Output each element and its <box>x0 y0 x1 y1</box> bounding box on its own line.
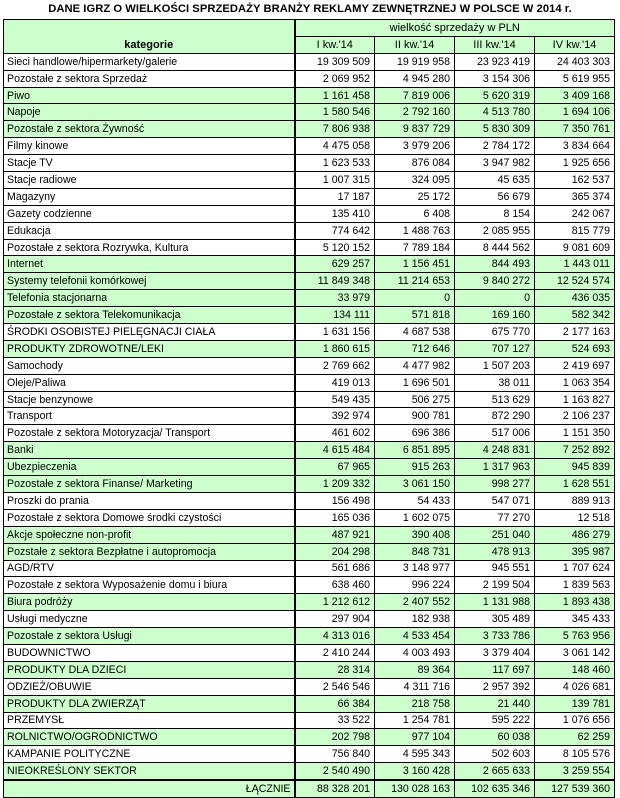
value-cell-q2: 900 781 <box>375 408 455 425</box>
table-row <box>4 340 615 357</box>
value-cell-q1: 297 904 <box>295 611 375 628</box>
value-cell-q3: 21 440 <box>455 695 535 712</box>
value-cell-q3: 517 006 <box>455 425 535 442</box>
value-cell-q4: 5 763 956 <box>535 628 615 645</box>
table-row <box>4 155 615 172</box>
category-cell: Edukacja <box>4 222 295 239</box>
value-cell-q2: 1 696 501 <box>375 374 455 391</box>
category-cell: PRZEMYSŁ <box>4 712 295 729</box>
value-cell-q3: 2 665 633 <box>455 763 535 780</box>
value-cell-q2: 571 818 <box>375 307 455 324</box>
value-cell-q3: 3 733 786 <box>455 628 535 645</box>
value-cell-q1: 19 309 509 <box>295 53 375 70</box>
value-cell-q3: 2 957 392 <box>455 678 535 695</box>
table-row <box>4 239 615 256</box>
value-cell-q4: 1 443 011 <box>535 256 615 273</box>
value-cell-q2: 712 646 <box>375 340 455 357</box>
category-cell: Systemy telefonii komórkowej <box>4 273 295 290</box>
value-cell-q2: 4 533 454 <box>375 628 455 645</box>
category-cell: Transport <box>4 408 295 425</box>
value-cell-q3: 872 290 <box>455 408 535 425</box>
category-cell: Biura podróży <box>4 594 295 611</box>
value-cell-q1: 134 111 <box>295 307 375 324</box>
value-cell-q1: 165 036 <box>295 509 375 526</box>
value-cell-q4: 162 537 <box>535 172 615 189</box>
value-cell-q4: 1 628 551 <box>535 476 615 493</box>
category-cell: Oleje/Paliwa <box>4 374 295 391</box>
value-cell-q1: 1 209 332 <box>295 476 375 493</box>
value-cell-q3: 38 011 <box>455 374 535 391</box>
table-row <box>4 70 615 87</box>
value-cell-q2: 9 837 729 <box>375 121 455 138</box>
value-cell-q3: 2 199 504 <box>455 577 535 594</box>
quarter-header-q3: III kw.'14 <box>455 36 535 53</box>
value-cell-q3: 502 603 <box>455 746 535 763</box>
category-cell: AGD/RTV <box>4 560 295 577</box>
table-row <box>4 87 615 104</box>
table-row <box>4 324 615 341</box>
value-cell-q2: 324 095 <box>375 172 455 189</box>
value-cell-q3: 547 071 <box>455 492 535 509</box>
value-cell-q4: 1 839 563 <box>535 577 615 594</box>
category-cell: Usługi medyczne <box>4 611 295 628</box>
table-row <box>4 290 615 307</box>
value-cell-q3: 1 317 963 <box>455 459 535 476</box>
table-row <box>4 374 615 391</box>
value-cell-q4: 242 067 <box>535 205 615 222</box>
table-row <box>4 307 615 324</box>
value-cell-q2: 390 408 <box>375 526 455 543</box>
value-cell-q1: 1 631 156 <box>295 324 375 341</box>
value-cell-q4: 12 518 <box>535 509 615 526</box>
value-cell-q2: 2 792 160 <box>375 104 455 121</box>
table-body <box>4 53 615 780</box>
category-cell: Filmy kinowe <box>4 138 295 155</box>
value-cell-q2: 182 938 <box>375 611 455 628</box>
total-value-q1: 88 328 201 <box>295 780 375 797</box>
value-cell-q3: 1 131 988 <box>455 594 535 611</box>
category-cell: Pozostałe z sektora Usługi <box>4 628 295 645</box>
value-cell-q2: 915 263 <box>375 459 455 476</box>
table-row <box>4 509 615 526</box>
value-cell-q2: 2 407 552 <box>375 594 455 611</box>
table-row <box>4 53 615 70</box>
value-cell-q3: 8 444 562 <box>455 239 535 256</box>
table-row <box>4 712 615 729</box>
value-cell-q4: 582 342 <box>535 307 615 324</box>
total-row <box>4 780 615 797</box>
value-cell-q1: 2 410 244 <box>295 644 375 661</box>
value-cell-q4: 1 076 656 <box>535 712 615 729</box>
value-cell-q1: 549 435 <box>295 391 375 408</box>
table-row <box>4 205 615 222</box>
value-cell-q2: 4 311 716 <box>375 678 455 695</box>
value-cell-q3: 945 551 <box>455 560 535 577</box>
value-cell-q1: 1 212 612 <box>295 594 375 611</box>
value-cell-q1: 4 313 016 <box>295 628 375 645</box>
value-cell-q4: 7 350 761 <box>535 121 615 138</box>
value-cell-q4: 1 707 624 <box>535 560 615 577</box>
table-row <box>4 644 615 661</box>
value-cell-q3: 169 160 <box>455 307 535 324</box>
value-cell-q2: 4 945 280 <box>375 70 455 87</box>
value-cell-q4: 3 061 142 <box>535 644 615 661</box>
value-cell-q1: 17 187 <box>295 188 375 205</box>
value-cell-q2: 1 602 075 <box>375 509 455 526</box>
category-cell: Pozostałe z sektora Żywność <box>4 121 295 138</box>
value-cell-q4: 1 694 106 <box>535 104 615 121</box>
value-cell-q1: 2 540 490 <box>295 763 375 780</box>
value-cell-q3: 9 840 272 <box>455 273 535 290</box>
value-cell-q1: 202 798 <box>295 729 375 746</box>
value-cell-q1: 461 602 <box>295 425 375 442</box>
category-cell: PRODUKTY ZDROWOTNE/LEKI <box>4 340 295 357</box>
category-cell: Pozostałe z sektora Motoryzacja/ Transport <box>4 425 295 442</box>
value-cell-q3: 3 154 306 <box>455 70 535 87</box>
table-row <box>4 357 615 374</box>
table-row <box>4 695 615 712</box>
value-cell-q4: 1 163 827 <box>535 391 615 408</box>
value-cell-q1: 7 806 938 <box>295 121 375 138</box>
table-row <box>4 560 615 577</box>
value-cell-q3: 3 379 404 <box>455 644 535 661</box>
table-row <box>4 442 615 459</box>
value-cell-q2: 19 919 958 <box>375 53 455 70</box>
value-cell-q4: 889 913 <box>535 492 615 509</box>
value-cell-q4: 524 693 <box>535 340 615 357</box>
category-cell: BUDOWNICTWO <box>4 644 295 661</box>
table-row <box>4 172 615 189</box>
table-row <box>4 577 615 594</box>
category-cell: Pozostałe z sektora Rozrywka, Kultura <box>4 239 295 256</box>
value-cell-q3: 5 830 309 <box>455 121 535 138</box>
value-cell-q2: 25 172 <box>375 188 455 205</box>
category-cell: Proszki do prania <box>4 492 295 509</box>
category-cell: Gazety codzienne <box>4 205 295 222</box>
category-cell: Pozostałe z sektora Telekomunikacja <box>4 307 295 324</box>
table-row <box>4 425 615 442</box>
category-cell: Internet <box>4 256 295 273</box>
table-row <box>4 273 615 290</box>
value-cell-q2: 977 104 <box>375 729 455 746</box>
value-cell-q4: 8 105 576 <box>535 746 615 763</box>
value-cell-q1: 33 522 <box>295 712 375 729</box>
value-cell-q2: 1 254 781 <box>375 712 455 729</box>
value-cell-q1: 2 546 546 <box>295 678 375 695</box>
value-cell-q3: 4 513 780 <box>455 104 535 121</box>
value-cell-q1: 66 384 <box>295 695 375 712</box>
table-row <box>4 763 615 780</box>
value-cell-q3: 56 679 <box>455 188 535 205</box>
value-cell-q1: 756 840 <box>295 746 375 763</box>
value-cell-q4: 1 063 354 <box>535 374 615 391</box>
value-cell-q2: 0 <box>375 290 455 307</box>
value-cell-q4: 139 781 <box>535 695 615 712</box>
value-cell-q4: 3 259 554 <box>535 763 615 780</box>
value-cell-q3: 2 784 172 <box>455 138 535 155</box>
value-cell-q2: 1 488 763 <box>375 222 455 239</box>
value-cell-q3: 707 127 <box>455 340 535 357</box>
value-cell-q2: 6 851 895 <box>375 442 455 459</box>
table-row <box>4 611 615 628</box>
value-cell-q2: 506 275 <box>375 391 455 408</box>
value-cell-q1: 2 069 952 <box>295 70 375 87</box>
value-cell-q3: 117 697 <box>455 661 535 678</box>
table-row <box>4 526 615 543</box>
value-cell-q2: 996 224 <box>375 577 455 594</box>
value-cell-q2: 6 408 <box>375 205 455 222</box>
value-cell-q3: 77 270 <box>455 509 535 526</box>
value-cell-q3: 251 040 <box>455 526 535 543</box>
value-cell-q4: 7 252 892 <box>535 442 615 459</box>
value-cell-q4: 1 151 350 <box>535 425 615 442</box>
value-cell-q1: 33 979 <box>295 290 375 307</box>
category-cell: PRODUKTY DLA DZIECI <box>4 661 295 678</box>
category-cell: Sieci handlowe/hipermarkety/galerie <box>4 53 295 70</box>
total-value-q4: 127 539 360 <box>535 780 615 797</box>
value-cell-q1: 1 161 458 <box>295 87 375 104</box>
value-cell-q1: 5 120 152 <box>295 239 375 256</box>
value-cell-q3: 3 947 982 <box>455 155 535 172</box>
value-cell-q1: 392 974 <box>295 408 375 425</box>
value-cell-q2: 89 364 <box>375 661 455 678</box>
category-cell: Akcje społeczne non-profit <box>4 526 295 543</box>
value-cell-q4: 365 374 <box>535 188 615 205</box>
value-cell-q4: 1 893 438 <box>535 594 615 611</box>
table-row <box>4 222 615 239</box>
category-cell: Stacje benzynowe <box>4 391 295 408</box>
table-row <box>4 459 615 476</box>
value-cell-q4: 486 279 <box>535 526 615 543</box>
value-cell-q4: 395 987 <box>535 543 615 560</box>
value-cell-q4: 4 026 681 <box>535 678 615 695</box>
value-cell-q2: 3 979 206 <box>375 138 455 155</box>
value-cell-q3: 998 277 <box>455 476 535 493</box>
value-cell-q2: 218 758 <box>375 695 455 712</box>
category-cell: ODZIEŻ/OBUWIE <box>4 678 295 695</box>
sales-group-header: wielkość sprzedaży w PLN <box>295 20 615 37</box>
quarter-header-q4: IV kw.'14 <box>535 36 615 53</box>
value-cell-q1: 135 410 <box>295 205 375 222</box>
sales-table <box>3 19 615 798</box>
table-row <box>4 661 615 678</box>
category-cell: ROLNICTWO/OGRODNICTWO <box>4 729 295 746</box>
table-row <box>4 476 615 493</box>
value-cell-q2: 7 819 006 <box>375 87 455 104</box>
value-cell-q2: 7 789 184 <box>375 239 455 256</box>
value-cell-q1: 629 257 <box>295 256 375 273</box>
value-cell-q2: 11 214 653 <box>375 273 455 290</box>
category-cell: Pozostałe z sektora Wyposażenie domu i biura <box>4 577 295 594</box>
category-cell: Stacje TV <box>4 155 295 172</box>
value-cell-q1: 1 623 533 <box>295 155 375 172</box>
category-cell: Pozostałe z sektora Domowe środki czystości <box>4 509 295 526</box>
value-cell-q3: 513 629 <box>455 391 535 408</box>
category-cell: KAMPANIE POLITYCZNE <box>4 746 295 763</box>
category-cell: Pozostałe z sektora Finanse/ Marketing <box>4 476 295 493</box>
value-cell-q1: 638 460 <box>295 577 375 594</box>
category-cell: Banki <box>4 442 295 459</box>
value-cell-q2: 3 148 977 <box>375 560 455 577</box>
document-title: DANE IGRZ O WIELKOŚCI SPRZEDAŻY BRANŻY REKLAMY ZEWNĘTRZNEJ W POLSCE W 2014 r. <box>48 3 572 15</box>
category-cell: Magazyny <box>4 188 295 205</box>
value-cell-q4: 148 460 <box>535 661 615 678</box>
value-cell-q4: 3 409 168 <box>535 87 615 104</box>
value-cell-q4: 345 433 <box>535 611 615 628</box>
category-cell: Ubezpieczenia <box>4 459 295 476</box>
value-cell-q4: 815 779 <box>535 222 615 239</box>
value-cell-q3: 478 913 <box>455 543 535 560</box>
table-row <box>4 746 615 763</box>
value-cell-q3: 23 923 419 <box>455 53 535 70</box>
value-cell-q1: 11 849 348 <box>295 273 375 290</box>
table-row <box>4 729 615 746</box>
value-cell-q4: 945 839 <box>535 459 615 476</box>
value-cell-q2: 4 687 538 <box>375 324 455 341</box>
value-cell-q3: 8 154 <box>455 205 535 222</box>
value-cell-q4: 436 035 <box>535 290 615 307</box>
value-cell-q4: 9 081 609 <box>535 239 615 256</box>
value-cell-q2: 876 084 <box>375 155 455 172</box>
value-cell-q2: 848 731 <box>375 543 455 560</box>
value-cell-q2: 54 433 <box>375 492 455 509</box>
table-row <box>4 104 615 121</box>
value-cell-q1: 156 498 <box>295 492 375 509</box>
total-value-q2: 130 028 163 <box>375 780 455 797</box>
value-cell-q2: 696 386 <box>375 425 455 442</box>
table-row <box>4 594 615 611</box>
category-cell: Napoje <box>4 104 295 121</box>
value-cell-q3: 60 038 <box>455 729 535 746</box>
value-cell-q1: 774 642 <box>295 222 375 239</box>
total-value-q3: 102 635 346 <box>455 780 535 797</box>
value-cell-q4: 1 925 656 <box>535 155 615 172</box>
value-cell-q1: 204 298 <box>295 543 375 560</box>
value-cell-q2: 3 061 150 <box>375 476 455 493</box>
value-cell-q2: 4 477 982 <box>375 357 455 374</box>
value-cell-q1: 1 580 546 <box>295 104 375 121</box>
value-cell-q1: 4 615 484 <box>295 442 375 459</box>
value-cell-q2: 3 160 428 <box>375 763 455 780</box>
value-cell-q1: 67 965 <box>295 459 375 476</box>
value-cell-q3: 305 489 <box>455 611 535 628</box>
value-cell-q2: 1 156 451 <box>375 256 455 273</box>
value-cell-q3: 2 085 955 <box>455 222 535 239</box>
value-cell-q2: 4 595 343 <box>375 746 455 763</box>
category-cell: PRODUKTY DLA ZWIERZĄT <box>4 695 295 712</box>
value-cell-q3: 1 507 203 <box>455 357 535 374</box>
category-cell: Stacje radiowe <box>4 172 295 189</box>
value-cell-q4: 2 419 697 <box>535 357 615 374</box>
table-row <box>4 188 615 205</box>
category-cell: ŚRODKI OSOBISTEJ PIELĘGNACJI CIAŁA <box>4 324 295 341</box>
value-cell-q3: 45 635 <box>455 172 535 189</box>
value-cell-q1: 1 007 315 <box>295 172 375 189</box>
value-cell-q3: 5 620 319 <box>455 87 535 104</box>
value-cell-q3: 844 493 <box>455 256 535 273</box>
total-label: ŁĄCZNIE <box>4 780 295 797</box>
value-cell-q1: 28 314 <box>295 661 375 678</box>
value-cell-q4: 5 619 955 <box>535 70 615 87</box>
table-row <box>4 408 615 425</box>
value-cell-q3: 595 222 <box>455 712 535 729</box>
value-cell-q1: 1 860 615 <box>295 340 375 357</box>
quarter-header-q2: II kw.'14 <box>375 36 455 53</box>
value-cell-q4: 2 177 163 <box>535 324 615 341</box>
value-cell-q4: 12 524 574 <box>535 273 615 290</box>
category-cell: Piwo <box>4 87 295 104</box>
table-row <box>4 678 615 695</box>
table-row <box>4 138 615 155</box>
table-row <box>4 628 615 645</box>
value-cell-q1: 561 686 <box>295 560 375 577</box>
table-row <box>4 492 615 509</box>
category-cell: NIEOKREŚLONY SEKTOR <box>4 763 295 780</box>
value-cell-q1: 2 769 662 <box>295 357 375 374</box>
table-row <box>4 256 615 273</box>
value-cell-q3: 0 <box>455 290 535 307</box>
value-cell-q2: 4 003 493 <box>375 644 455 661</box>
category-cell: Pozostałe z sektora Sprzedaż <box>4 70 295 87</box>
category-cell: Samochody <box>4 357 295 374</box>
category-column-header: kategorie <box>4 20 295 54</box>
category-cell: Pozstałe z sektora Bezpłatne i autopromocja <box>4 543 295 560</box>
quarter-header-q1: I kw.'14 <box>295 36 375 53</box>
value-cell-q3: 4 248 831 <box>455 442 535 459</box>
value-cell-q1: 419 013 <box>295 374 375 391</box>
category-cell: Telefonia stacjonarna <box>4 290 295 307</box>
table-row <box>4 121 615 138</box>
value-cell-q1: 4 475 058 <box>295 138 375 155</box>
table-row <box>4 391 615 408</box>
value-cell-q4: 62 259 <box>535 729 615 746</box>
value-cell-q4: 24 403 303 <box>535 53 615 70</box>
value-cell-q4: 3 834 664 <box>535 138 615 155</box>
value-cell-q1: 487 921 <box>295 526 375 543</box>
value-cell-q3: 675 770 <box>455 324 535 341</box>
value-cell-q4: 2 106 237 <box>535 408 615 425</box>
table-row <box>4 543 615 560</box>
